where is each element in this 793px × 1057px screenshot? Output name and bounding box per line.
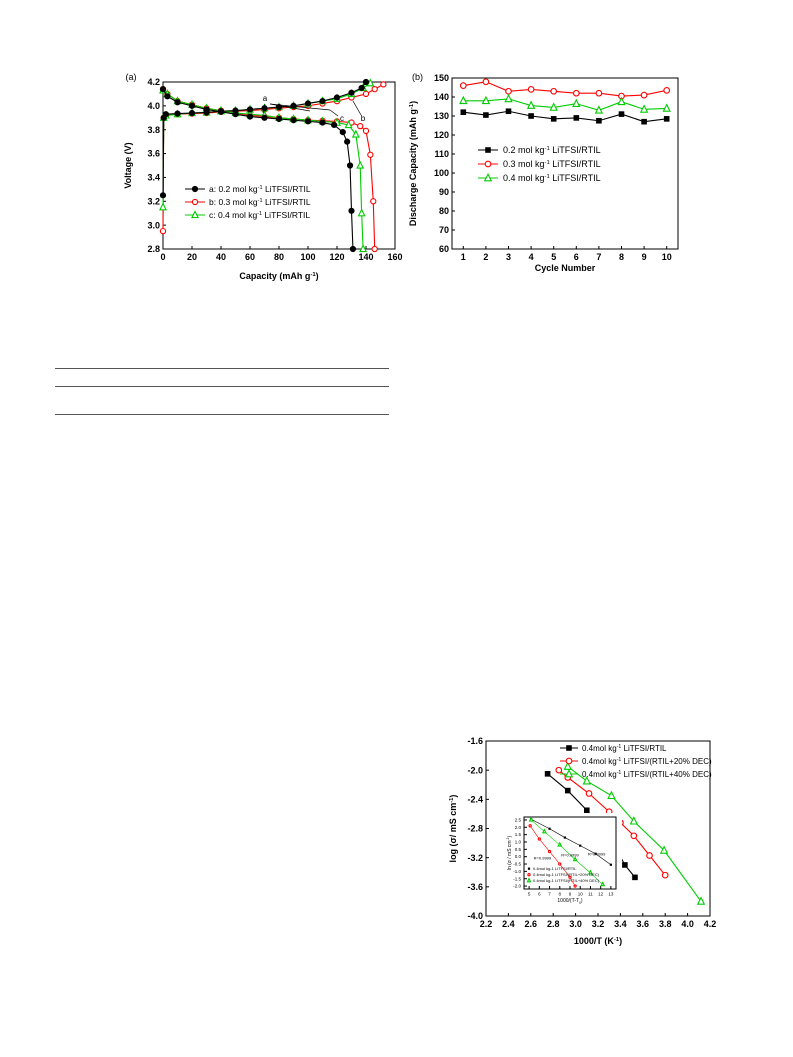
chart-a-legend-label-part: -1 (257, 211, 263, 217)
chart-c-legend-label-part: LiTFSI/(RTIL+20% DEC) (621, 757, 712, 766)
chart-b-y-tick-label: 90 (438, 187, 449, 198)
chart-a-x-tick-label: 100 (300, 252, 316, 262)
chart-c-inset-y-tick-label: -1.0 (513, 868, 521, 874)
chart-b-point (483, 79, 489, 85)
chart-b-svg (405, 66, 695, 288)
chart-b-legend-label-part: 0.2 mol kg (503, 145, 545, 155)
chart-c-point (631, 833, 637, 839)
chart-a-point (160, 204, 166, 210)
chart-b-y-axis-title-part: ) (408, 100, 418, 104)
chart-a-y-axis-title: Voltage (V) (123, 142, 133, 189)
chart-c-inset-x-tick-label: 8 (558, 891, 562, 897)
chart-a-y-tick-label: 3.0 (147, 220, 160, 231)
chart-a-annotation-arrow (330, 110, 338, 116)
chart-c-point (545, 771, 551, 777)
chart-b-y-tick-label: 150 (433, 73, 449, 84)
chart-b-legend-label (503, 159, 601, 169)
chart-b-y-axis-title-part: Discharge Capacity (mAh g (408, 109, 418, 227)
chart-b-y-axis-title (408, 101, 418, 226)
chart-a-y-tick-label: 3.2 (147, 196, 160, 207)
chart-a-point (247, 114, 252, 119)
chart-b-x-tick-label: 2 (483, 252, 489, 262)
chart-c-x-tick-label: 4.0 (681, 919, 694, 929)
chart-a-point (163, 112, 168, 117)
chart-a-point (349, 208, 354, 213)
chart-a-point (357, 162, 363, 168)
chart-a-point (332, 122, 337, 127)
chart-c-x-tick-label: 3.8 (658, 919, 672, 929)
chart-b-x-tick-label: 5 (551, 252, 557, 262)
chart-b-point (551, 116, 557, 122)
chart-b-y-tick-label: 140 (433, 92, 449, 103)
chart-c-legend-label-part: LiTFSI/(RTIL+40% DEC) (621, 770, 712, 779)
chart-b-point (574, 90, 580, 96)
chart-b-y-axis-title-part: -1 (409, 103, 415, 110)
chart-b-point (528, 87, 534, 93)
chart-b-point (461, 109, 467, 115)
chart-c-legend-label (582, 757, 712, 766)
chart-a-point (175, 111, 180, 116)
chart-c-inset-point (548, 828, 550, 830)
chart-a-legend-marker (192, 199, 197, 204)
chart-c-y-axis-title-part: ) (448, 794, 458, 798)
chart-c-x-axis-title-part: -1 (613, 937, 620, 943)
chart-c-legend-label (582, 770, 712, 779)
chart-c-point (586, 791, 592, 797)
chart-c-inset-point (574, 885, 576, 887)
chart-a-point (359, 210, 365, 216)
chart-c-inset-x-axis-title (557, 898, 583, 905)
chart-c-x-tick-label: 2.6 (524, 919, 538, 929)
chart-c-y-tick-label: -1.6 (467, 736, 483, 747)
chart-c-point (556, 767, 562, 773)
table-header-rule (55, 386, 389, 387)
chart-c-point (565, 788, 571, 794)
chart-a-point (262, 115, 267, 120)
chart-a-point (349, 90, 354, 95)
chart-a-point (204, 107, 209, 112)
chart-b-series-line (463, 111, 666, 121)
chart-c-y-tick-label: -3.2 (467, 852, 483, 863)
chart-a-legend-label-part: a: 0.2 mol kg (209, 184, 258, 194)
chart-c-legend-label-part: LiTFSI/RTIL (621, 744, 667, 753)
chart-a-y-tick-label: 3.6 (147, 148, 160, 159)
chart-a-point (347, 163, 352, 168)
chart-c-inset-legend-label: 0.4mol kg-1 LiTFSI/(RTIL+40% DEC) (533, 878, 600, 883)
chart-a-svg (105, 66, 405, 288)
chart-c-y-axis-title (448, 795, 458, 863)
chart-a-point (340, 130, 345, 135)
chart-a-point (233, 112, 238, 117)
chart-a-x-tick-label: 140 (358, 252, 374, 262)
chart-b-point (506, 108, 512, 114)
chart-a-y-tick-label: 4.2 (147, 77, 160, 88)
chart-c-point (622, 862, 628, 868)
chart-c-inset-legend-label: 0.4mol kg-1 LiTFSI/(RTIL+20% DEC) (533, 872, 600, 877)
chart-b-legend-label-part: -1 (544, 160, 550, 166)
chart-c-inset-x-tick-label: 10 (577, 891, 583, 897)
chart-c-inset-x-tick-label: 7 (548, 891, 551, 897)
chart-c-x-tick-label: 3.0 (569, 919, 582, 929)
chart-a-x-axis-title (239, 271, 318, 281)
chart-c-legend-label-part: -1 (616, 770, 622, 776)
chart-b-point (551, 89, 557, 95)
chart-a-point (358, 124, 363, 129)
chart-panel-c (440, 735, 740, 960)
chart-c-y-tick-label: -2.0 (467, 765, 483, 776)
chart-a-point (350, 246, 355, 251)
chart-c-x-axis-title (574, 936, 622, 946)
chart-b-x-tick-label: 4 (528, 252, 534, 262)
chart-a-legend-label-part: b: 0.3 mol kg (209, 197, 258, 207)
chart-a-x-tick-label: 20 (186, 252, 198, 262)
table-top-rule (55, 368, 389, 369)
chart-b-point (641, 119, 647, 125)
chart-a-annotation-label: a (262, 94, 268, 103)
chart-b-y-tick-label: 80 (438, 206, 449, 217)
chart-a-point (175, 100, 180, 105)
chart-b-legend-label-part: LiTFSI/RTIL (549, 145, 601, 155)
chart-a-point (305, 119, 310, 124)
chart-a-point (320, 120, 325, 125)
chart-c-inset-x-tick-label: 12 (598, 891, 604, 897)
chart-b-legend-label-part: LiTFSI/RTIL (549, 173, 601, 183)
chart-b-point (664, 116, 670, 122)
chart-a-x-tick-label: 0 (160, 252, 166, 262)
chart-a-point (189, 103, 194, 108)
chart-b-point (619, 111, 625, 117)
chart-b-point (528, 113, 534, 119)
chart-a-point (381, 82, 386, 87)
chart-b-legend-label-part: 0.3 mol kg (503, 159, 545, 169)
chart-a-x-tick-label: 60 (244, 252, 256, 262)
chart-a-point (334, 95, 339, 100)
chart-b-point (483, 112, 489, 118)
chart-b-point (596, 118, 602, 124)
chart-a-point (276, 116, 281, 121)
chart-b-x-tick-label: 8 (618, 252, 625, 262)
chart-a-point (363, 91, 368, 96)
chart-b-series-line (463, 82, 666, 96)
chart-c-x-tick-label: 3.6 (636, 919, 650, 929)
chart-c-legend-label-part: -1 (616, 744, 622, 750)
chart-b-legend-marker (485, 161, 491, 167)
chart-a-legend-label-part: LiTFSI/RTIL (262, 210, 311, 220)
chart-a-point (160, 87, 165, 92)
chart-c-inset-point (559, 863, 561, 865)
chart-b-y-tick-label: 120 (433, 130, 449, 141)
chart-a-point (247, 107, 252, 112)
chart-b-point (664, 88, 670, 94)
chart-b-y-tick-label: 100 (433, 168, 449, 179)
chart-c-inset-x-tick-label: 6 (538, 891, 541, 897)
chart-a-annotation-label: c (340, 114, 344, 123)
chart-c-svg (440, 735, 740, 960)
chart-c-inset-point (579, 845, 581, 847)
chart-c-inset-y-tick-label: -2.0 (513, 883, 521, 889)
chart-a-point (160, 193, 165, 198)
chart-c-inset-point (548, 850, 550, 852)
chart-a-legend-label-part: c: 0.4 mol kg (209, 210, 258, 220)
chart-c-y-axis-title-part: log (σ/ mS cm (448, 802, 458, 863)
chart-a-annotation-arrow (353, 101, 361, 115)
chart-a-point (165, 94, 170, 99)
chart-a-x-tick-label: 80 (273, 252, 285, 262)
chart-c-legend-label (582, 744, 667, 753)
chart-c-inset-y-tick-label: -1.5 (513, 876, 521, 882)
chart-c-point (647, 853, 653, 859)
chart-a-x-tick-label: 160 (387, 252, 403, 262)
chart-a-point (363, 79, 368, 84)
chart-c-inset-y-tick-label: 2.0 (514, 824, 521, 830)
chart-b-y-tick-label: 70 (438, 225, 449, 236)
chart-a-point (368, 152, 373, 157)
chart-b-point (596, 90, 602, 96)
chart-c-x-tick-label: 2.2 (479, 919, 493, 929)
chart-c-x-tick-label: 4.2 (703, 919, 717, 929)
chart-c-inset-y-tick-label: 1.0 (514, 839, 521, 845)
chart-b-panel-label: (b) (412, 72, 423, 82)
chart-c-inset-point (564, 836, 566, 838)
chart-b-point (618, 98, 625, 105)
chart-c-inset-point (538, 838, 540, 840)
chart-b-point (573, 100, 580, 107)
chart-c-inset-y-tick-label: 0.0 (514, 854, 521, 860)
chart-c-x-tick-label: 2.8 (546, 919, 560, 929)
chart-c-inset-point (610, 864, 612, 866)
chart-a-y-tick-label: 2.8 (147, 244, 160, 255)
chart-b-x-tick-label: 7 (596, 252, 602, 262)
chart-c-inset-annotation: R=0.9999 (533, 855, 552, 861)
chart-b-point (663, 105, 670, 112)
chart-c-x-tick-label: 3.4 (614, 919, 627, 929)
chart-c-inset-legend-marker (528, 868, 530, 870)
chart-a-x-tick-label: 40 (215, 252, 227, 262)
chart-c-inset-background (506, 813, 622, 911)
chart-b-x-tick-label: 3 (505, 252, 512, 262)
chart-a-legend-label-part: LiTFSI/RTIL (262, 184, 311, 194)
chart-a-point (291, 118, 296, 123)
chart-a-legend-label-part: -1 (257, 185, 263, 191)
chart-b-x-tick-label: 1 (460, 252, 466, 262)
chart-a-legend-label (209, 197, 311, 207)
chart-a-point (371, 199, 376, 204)
chart-c-inset-y-axis-title-part: ln (σ / mS cm (507, 840, 513, 871)
chart-a-point (363, 128, 368, 133)
chart-c-inset-y-axis-title-part: -1 (506, 837, 510, 841)
chart-a-legend-marker (192, 186, 197, 191)
chart-c-inset-annotation: R=0.9999 (561, 852, 579, 858)
chart-c-legend-label-part: -1 (616, 757, 622, 763)
chart-b-legend-label-part: -1 (544, 146, 550, 152)
chart-b-legend-label-part: 0.4 mol kg (503, 173, 545, 183)
chart-c-x-tick-label: 3.2 (591, 919, 605, 929)
chart-panel-a (105, 66, 405, 288)
chart-c-inset-y-tick-label: -0.5 (513, 861, 521, 867)
chart-b-y-tick-label: 130 (433, 111, 449, 122)
chart-c-y-axis-title-part: -1 (449, 797, 455, 803)
chart-c-inset-y-axis-title (506, 836, 513, 871)
chart-a-point (189, 110, 194, 115)
chart-c-inset-x-tick-label: 9 (568, 891, 572, 897)
chart-c-legend-marker (566, 758, 572, 764)
chart-c-y-tick-label: -2.8 (467, 823, 483, 834)
chart-c-legend-label-part: 0.4mol kg (582, 744, 617, 753)
chart-b-x-tick-label: 9 (641, 252, 647, 262)
chart-a-legend-label (209, 184, 311, 194)
chart-a-y-tick-label: 3.4 (147, 172, 160, 183)
chart-b-x-axis-title: Cycle Number (534, 263, 596, 273)
chart-a-point (372, 246, 377, 251)
chart-c-inset-y-tick-label: 0.5 (514, 846, 521, 852)
chart-c-y-tick-label: -3.6 (467, 881, 483, 892)
chart-c-inset-y-axis-title-part: ) (507, 835, 513, 838)
chart-c-inset-point (529, 825, 531, 827)
chart-c-point (632, 875, 638, 881)
chart-b-y-tick-label: 60 (438, 244, 449, 255)
chart-c-legend-label-part: 0.4mol kg (582, 770, 617, 779)
chart-c-inset-annotation: R=0.9999 (587, 851, 606, 857)
chart-a-panel-label: (a) (125, 72, 137, 82)
chart-a-y-tick-label: 3.8 (147, 124, 160, 135)
chart-c-inset-x-axis-title-part: 0 (579, 901, 581, 905)
chart-a-annotation-label: b (360, 114, 366, 123)
chart-b-legend-label (503, 173, 601, 183)
chart-b-point (641, 92, 647, 98)
chart-a-legend-label-part: LiTFSI/RTIL (262, 197, 311, 207)
chart-c-inset-y-tick-label: 1.5 (514, 832, 521, 838)
chart-b-x-tick-label: 6 (573, 252, 579, 262)
chart-a-x-axis-title-part: ) (315, 271, 319, 281)
chart-a-legend-label (209, 210, 310, 220)
chart-c-legend-label-part: 0.4mol kg (582, 757, 617, 766)
chart-c-legend-marker (566, 745, 572, 751)
chart-a-x-tick-label: 120 (329, 252, 345, 262)
chart-c-x-axis-title-part: ) (619, 936, 623, 946)
chart-c-inset-legend-marker (528, 874, 530, 876)
chart-c-point (662, 872, 668, 878)
chart-c-inset-x-tick-label: 13 (608, 891, 614, 897)
chart-c-inset-x-axis-title-part: 1000/(T-T (557, 898, 580, 904)
chart-b-legend-label-part: LiTFSI/RTIL (549, 159, 601, 169)
chart-b-point (505, 95, 512, 102)
chart-a-legend-label-part: -1 (257, 198, 263, 204)
chart-a-point (320, 98, 325, 103)
chart-c-point (584, 807, 590, 813)
chart-b-legend-marker (485, 147, 491, 153)
chart-a-point (372, 87, 377, 92)
chart-a-point (160, 229, 165, 234)
chart-a-y-tick-label: 4.0 (147, 101, 160, 112)
chart-c-inset-x-tick-label: 5 (527, 891, 531, 897)
chart-c-y-tick-label: -2.4 (467, 794, 483, 805)
chart-b-legend-label (503, 145, 601, 155)
chart-b-series-line (463, 99, 666, 110)
chart-c-x-tick-label: 2.4 (502, 919, 515, 929)
chart-panel-b (405, 66, 695, 288)
chart-c-y-tick-label: -4.0 (467, 911, 483, 922)
chart-b-point (461, 83, 467, 89)
chart-a-point (218, 109, 223, 114)
chart-b-x-tick-label: 10 (661, 252, 672, 262)
chart-a-point (305, 101, 310, 106)
chart-c-inset-x-axis-title-part: ) (580, 898, 583, 904)
chart-c-point (608, 792, 615, 799)
chart-b-point (574, 115, 580, 121)
chart-a-x-axis-title-part: -1 (310, 272, 316, 278)
chart-b-point (506, 89, 512, 95)
chart-a-point (345, 139, 350, 144)
table-bottom-rule (55, 414, 389, 415)
chart-b-legend-label-part: -1 (544, 174, 550, 180)
chart-c-inset-legend-label: 0.4mol kg-1 LiTFSI/RTIL (533, 866, 577, 871)
chart-c-x-axis-title-part: 1000/T (K (573, 936, 614, 946)
chart-c-inset-x-tick-label: 11 (588, 891, 593, 897)
chart-b-y-tick-label: 110 (434, 149, 449, 160)
chart-c-inset-y-tick-label: 2.5 (514, 817, 521, 823)
chart-a-point (359, 85, 364, 90)
chart-a-x-axis-title-part: Capacity (mAh g (239, 271, 311, 281)
